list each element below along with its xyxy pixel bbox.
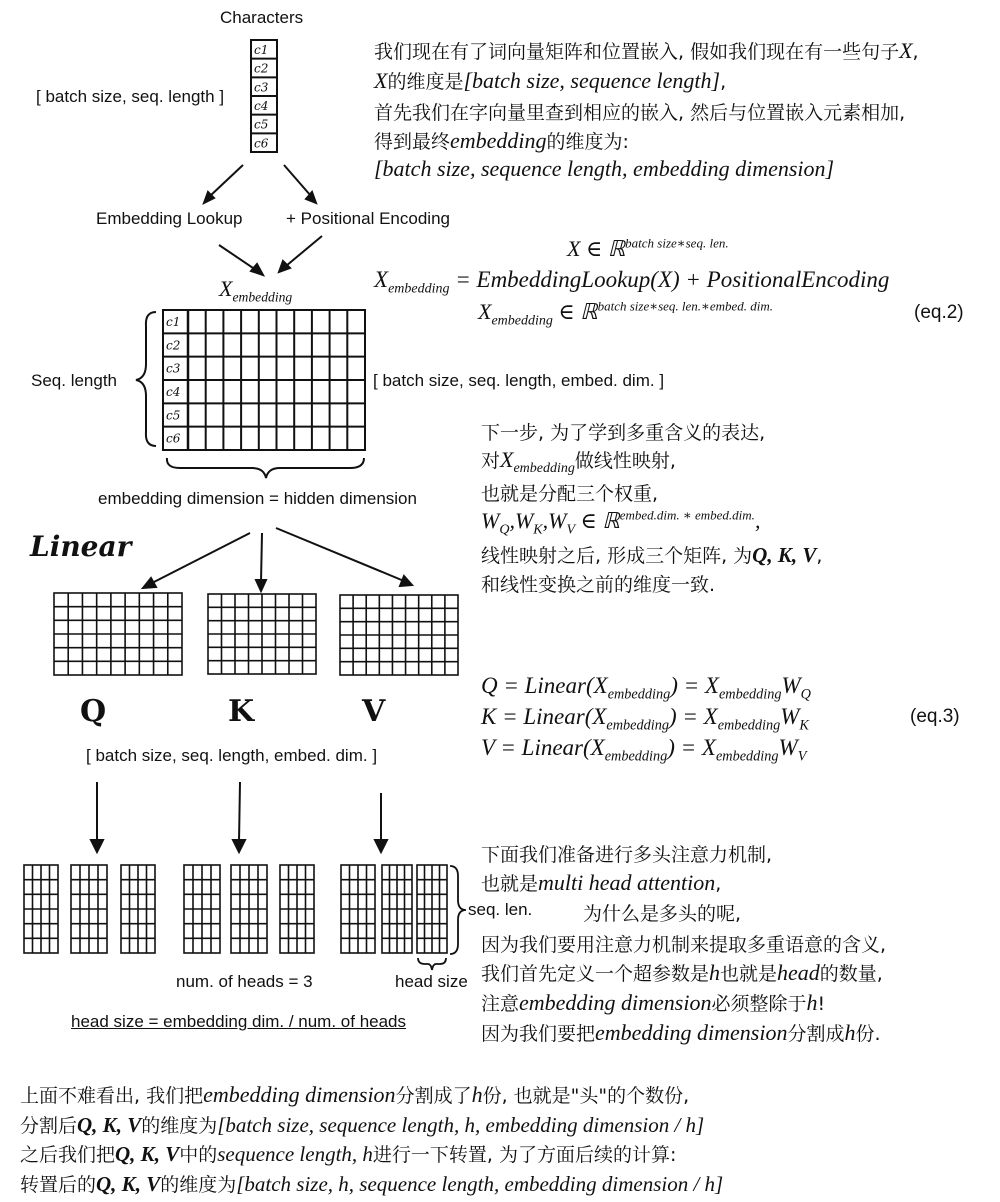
characters-title: Characters: [220, 8, 304, 27]
head-matrix: [341, 865, 375, 953]
head-matrix: [24, 865, 58, 953]
positional-encoding-label: + Positional Encoding: [286, 209, 450, 228]
embedding-dim-brace: [167, 458, 364, 478]
eq3-label: (eq.3): [910, 706, 960, 727]
emb-cell-label: c4: [166, 385, 181, 399]
seq-length-label: Seq. length: [31, 371, 118, 390]
char-cell-label: c4: [254, 99, 269, 113]
v-letter: V: [362, 694, 386, 729]
head-matrix: [417, 865, 447, 953]
q-letter: Q: [80, 694, 107, 729]
emb-cell-label: c6: [166, 431, 181, 446]
embedding-matrix: [163, 310, 365, 450]
num-heads-label: num. of heads = 3: [176, 972, 313, 991]
head-matrix: [231, 865, 267, 953]
char-cell-label: c1: [254, 43, 269, 57]
v-matrix: [340, 595, 458, 675]
linear-label: Linear: [30, 530, 132, 563]
seq-len-label: seq. len.: [468, 900, 533, 919]
head-matrix: [71, 865, 107, 953]
input-shape-label: [ batch size, seq. length ]: [36, 87, 225, 106]
eq2-label: (eq.2): [914, 302, 964, 323]
head-size-label: head size: [395, 972, 468, 991]
k-matrix: [208, 594, 316, 674]
char-cell-label: c6: [254, 136, 269, 151]
head-matrix: [280, 865, 314, 953]
char-cell-label: c5: [254, 117, 269, 132]
char-cell-label: c2: [254, 61, 269, 76]
emb-cell-label: c2: [166, 338, 181, 353]
emb-cell-label: c5: [166, 408, 181, 423]
head-matrix: [121, 865, 155, 953]
head-matrix: [382, 865, 412, 953]
q-matrix: [54, 593, 182, 675]
emb-cell-label: c1: [166, 315, 181, 329]
qkv-shape-label: [ batch size, seq. length, embed. dim. ]: [86, 746, 378, 765]
embedding-dimension-note: embedding dimension = hidden dimension: [98, 489, 417, 508]
matrix-shape-label: [ batch size, seq. length, embed. dim. ]: [373, 371, 665, 390]
char-cell-label: c3: [254, 80, 269, 95]
head-size-formula: head size = embedding dim. / num. of heads: [71, 1012, 407, 1031]
embedding-lookup-label: Embedding Lookup: [96, 209, 243, 228]
head-matrix: [184, 865, 220, 953]
x-embedding-label: $X_{embedding}$: [219, 276, 293, 305]
emb-cell-label: c3: [166, 361, 181, 376]
k-letter: K: [228, 694, 255, 729]
seq-length-brace: [136, 312, 156, 446]
